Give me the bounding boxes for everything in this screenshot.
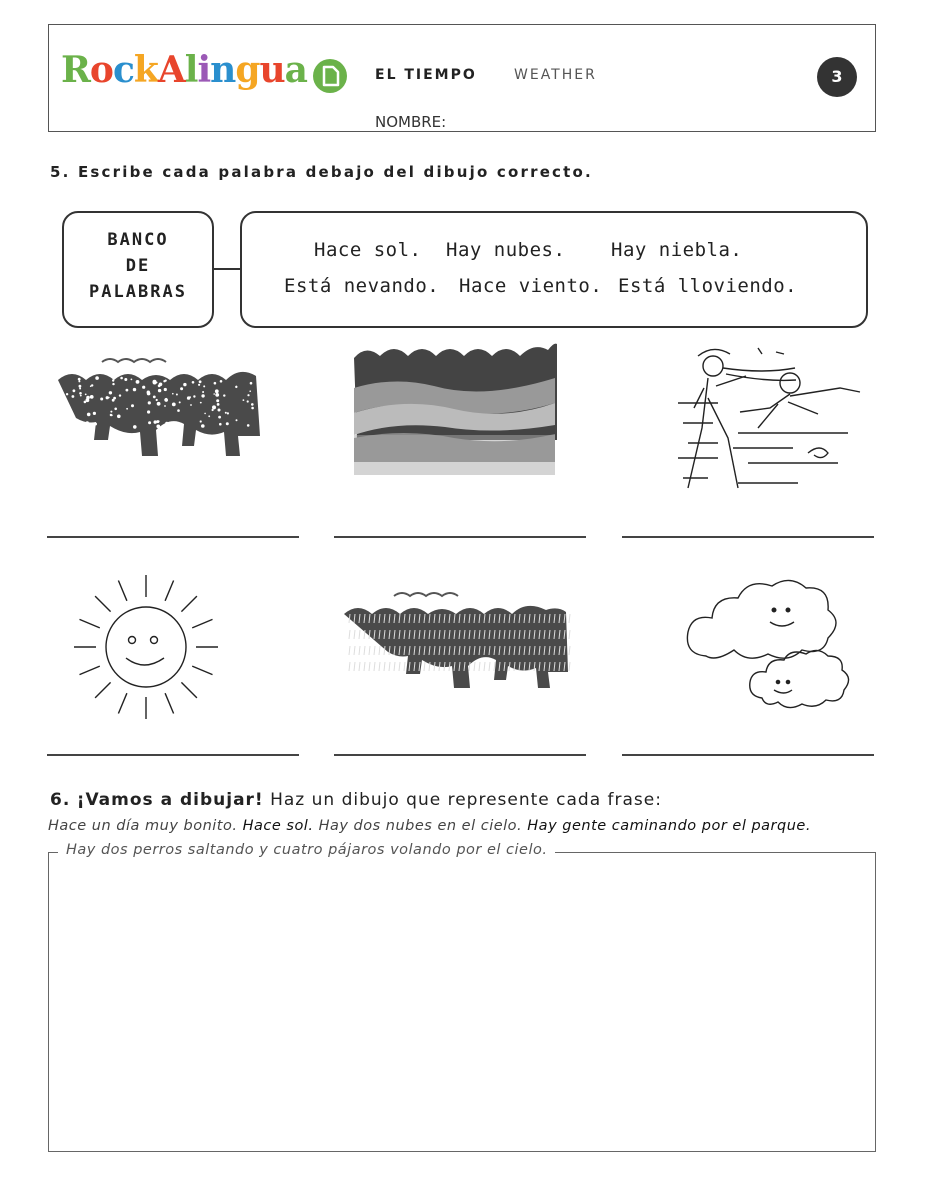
sentence-highlight: Hay gente caminando por el parque. [527,818,811,834]
drawing-area[interactable] [48,852,876,1152]
logo-letter: u [259,49,285,91]
answer-line[interactable] [47,754,299,756]
exercise-5-text: Escribe cada palabra debajo del dibujo correcto. [77,163,593,181]
page-number-badge: 3 [817,57,857,97]
fog-icon [352,343,557,482]
exercise-6-sentences [48,818,811,834]
logo-letter: i [197,49,211,91]
sentence: Hay dos nubes en el cielo. [318,818,523,834]
exercise-6-title: ¡Vamos a dibujar! [76,790,264,810]
word-bank [240,211,868,328]
logo-letter: n [210,49,236,91]
rockalingua-logo [61,49,307,91]
clock-icon [313,59,347,93]
word-bank-label [62,211,214,328]
answer-line[interactable] [334,536,586,538]
sun-icon [70,572,222,726]
logo-letter: c [112,49,134,91]
exercise-6-instruction [50,790,662,810]
answer-line[interactable] [622,754,874,756]
word-bank-item: Hace sol. [314,239,422,261]
worksheet-title: EL TIEMPO [375,67,477,83]
word-bank-label-line: DE [125,256,151,276]
logo-letter: l [184,49,198,91]
name-label: NOMBRE: [375,113,447,131]
rain-cloud-icon [342,586,578,695]
word-bank-item: Está lloviendo. [618,275,798,297]
word-bank-item: Está nevando. [284,275,440,297]
snow-cloud-icon [52,350,282,464]
exercise-6-number: 6. [50,790,71,810]
exercise-5-number: 5. [50,163,71,181]
logo-letter: R [61,49,90,91]
answer-line[interactable] [622,536,874,538]
word-bank-label-line: BANCO [107,230,169,250]
worksheet-header [48,24,876,132]
answer-line[interactable] [47,536,299,538]
exercise-5-instruction [50,163,593,181]
wind-icon [678,338,873,502]
word-bank-label-line: PALABRAS [89,282,187,302]
sentence: Hay dos perros saltando y cuatro pájaros volando por el cielo. [58,842,555,858]
logo-letter: g [235,49,260,91]
exercise-6-text: Haz un dibujo que represente cada frase: [270,790,662,810]
sentence-highlight: Hace sol. [242,818,314,834]
word-bank-item: Hay nubes. [446,239,566,261]
word-bank-item: Hace viento. [459,275,603,297]
clouds-icon [686,576,862,726]
answer-line[interactable] [334,754,586,756]
logo-letter: k [133,49,158,91]
logo-letter: A [157,49,185,91]
word-bank-connector [214,268,240,270]
sentence: Hace un día muy bonito. [48,818,238,834]
word-bank-item: Hay niebla. [611,239,743,261]
logo-letter: a [284,49,307,91]
logo-letter: o [89,49,113,91]
worksheet-subtitle: WEATHER [514,67,597,83]
